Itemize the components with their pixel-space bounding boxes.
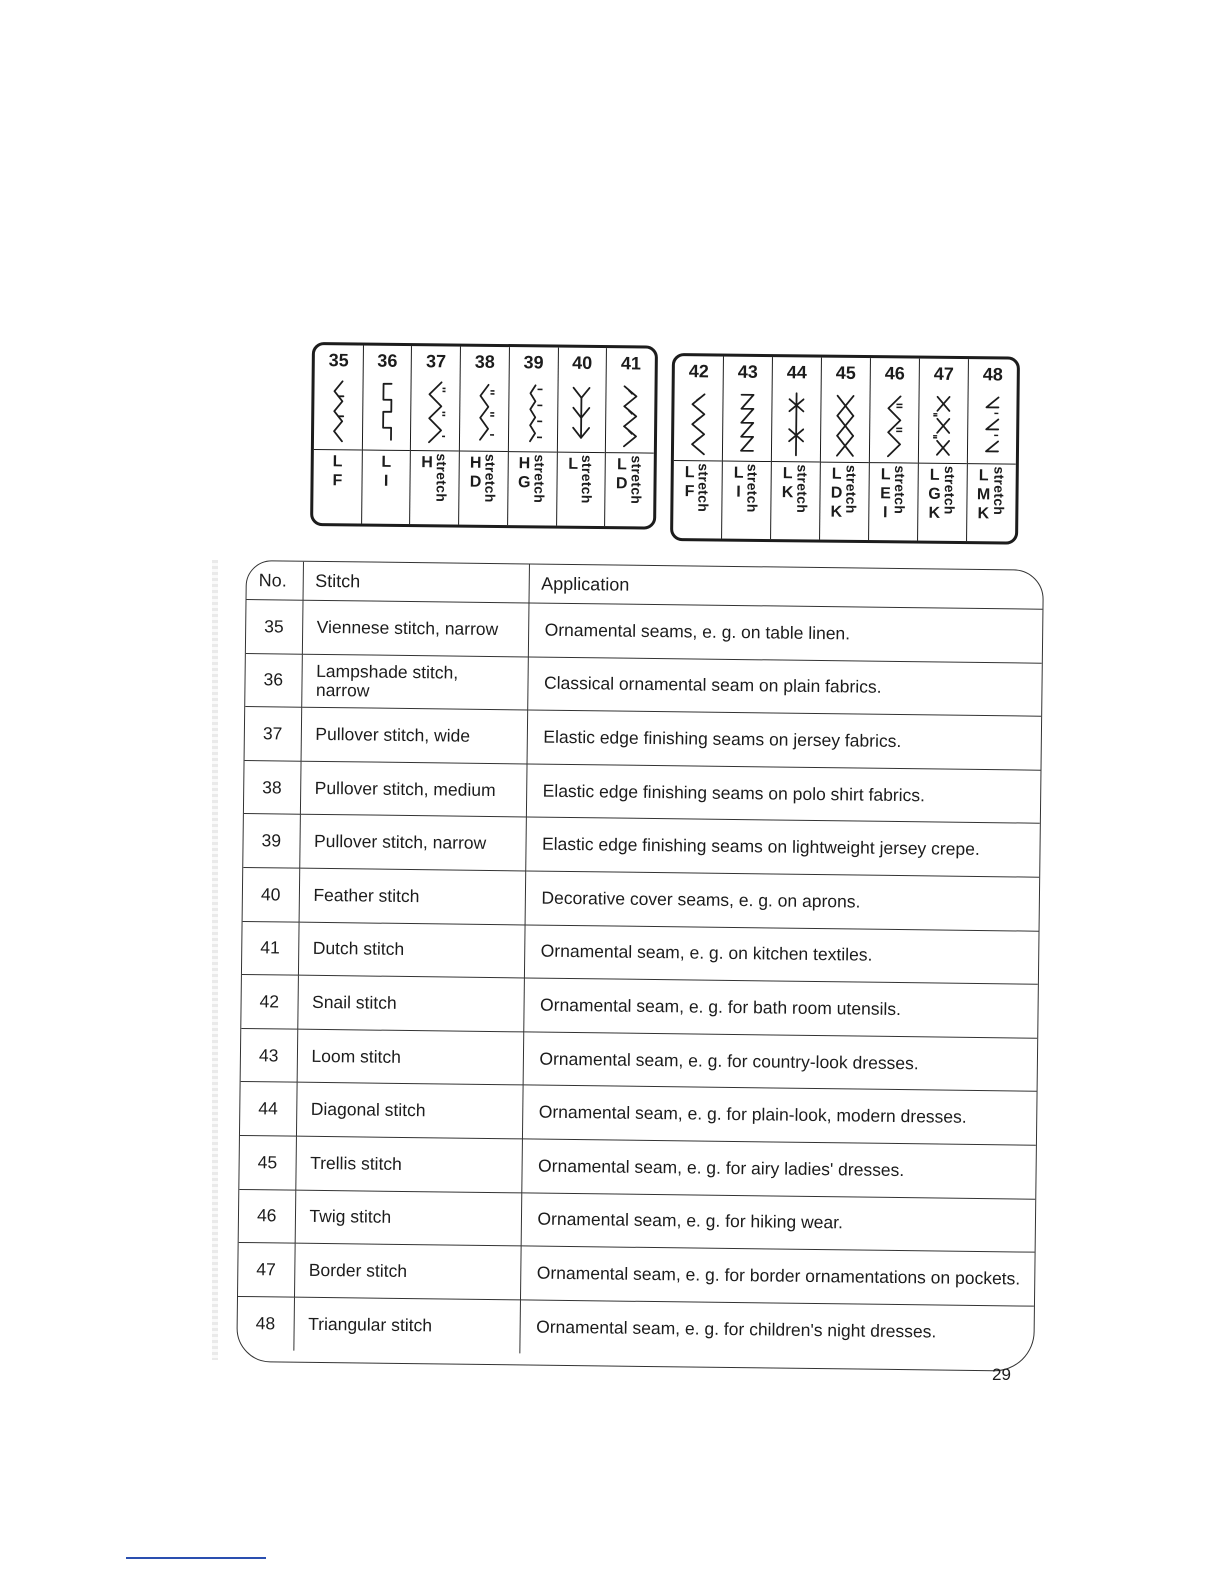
stretch-label: stretch [744,463,761,513]
stitch-column-44 [771,357,822,540]
row-application: Elastic edge finishing seams on polo shirt fabrics. [526,764,1041,824]
stretch-label: stretch [843,464,860,514]
header-no: No. [247,561,303,600]
stitch-number: 43 [737,361,758,382]
stitch-setting [967,464,1016,541]
row-number: 40 [243,867,300,921]
row-application: Ornamental seams, e. g. on table linen. [528,603,1043,663]
row-application: Ornamental seam, e. g. on kitchen textiles. [524,924,1039,984]
table-row [242,921,1039,984]
stitch-table [236,560,1044,1372]
stretch-label: stretch [794,464,811,514]
setting-letter: L [782,465,793,483]
row-stitch: Border stitch [294,1243,521,1299]
setting-letters [830,465,842,522]
stitch-column-37 [411,346,462,525]
stitch-number: 37 [425,350,447,371]
stitch-setting [918,464,967,541]
table-row [239,1189,1036,1252]
stitch-setting [411,451,459,524]
setting-letter: H [469,454,482,472]
stitch-panel-42-48 [670,353,1020,545]
setting-letters [734,464,744,502]
stitch-column-39 [508,347,559,526]
row-stitch: Viennese stitch, narrow [302,600,529,656]
loom-stitch-icon [723,387,772,462]
snail-stitch-icon [674,386,723,461]
row-stitch: Snail stitch [297,975,524,1031]
row-number: 38 [244,760,301,814]
pullover-medium-stitch-icon [460,377,509,452]
setting-letter: L [880,466,891,484]
setting-letter: M [976,486,991,504]
table-row [245,707,1042,770]
row-number: 45 [239,1135,296,1189]
stitch-setting [771,462,820,539]
setting-letters [381,453,391,491]
dutch-stitch-icon [606,378,655,453]
row-stitch: Loom stitch [297,1029,524,1085]
row-number: 39 [243,814,300,868]
row-stitch: Pullover stitch, wide [301,707,528,763]
table-row [245,653,1042,716]
table-row [239,1135,1036,1198]
stitch-number: 35 [328,349,349,370]
stitch-number: 38 [474,351,495,372]
stretch-label: stretch [941,465,959,515]
stitch-setting [508,452,556,525]
row-application: Ornamental seam, e. g. for children's night dresses. [519,1300,1034,1360]
row-application: Elastic edge finishing seams on lightweight jersey crepe. [525,817,1040,877]
row-application: Decorative cover seams, e. g. on aprons. [525,871,1040,931]
stitch-setting [869,463,918,540]
row-stitch: Twig stitch [295,1190,522,1246]
viennese-stitch-icon [314,375,363,450]
row-stitch: Lampshade stitch, narrow [301,654,528,710]
setting-letter: L [978,467,989,485]
header-application: Application [528,564,1042,609]
stretch-label: stretch [433,453,450,503]
trellis-stitch-icon [821,388,870,463]
stitch-setting [362,451,410,524]
setting-letter: G [928,485,941,503]
setting-letter: D [615,475,628,493]
stitch-number: 47 [933,363,954,384]
row-stitch: Diagonal stitch [296,1083,523,1139]
setting-letter: I [383,472,389,490]
stitch-number: 44 [786,361,807,382]
row-application: Ornamental seam, e. g. for bath room utensils. [523,978,1038,1038]
setting-letter: H [421,454,433,472]
row-number: 43 [241,1028,298,1082]
table-row [238,1243,1035,1306]
stitch-number: 39 [523,351,544,372]
stretch-label: stretch [482,453,499,503]
setting-letter: D [469,473,482,491]
stitch-column-35 [313,345,364,524]
stitch-panel-35-41 [310,342,658,530]
setting-letter: H [518,455,531,473]
setting-letter: L [568,455,579,473]
setting-letter: F [332,472,343,490]
stitch-number: 48 [982,363,1003,384]
stitch-number: 45 [835,362,856,383]
row-application: Classical ornamental seam on plain fabrics. [527,657,1042,717]
page-number: 29 [992,1365,1011,1384]
row-number: 47 [238,1243,295,1297]
stitch-setting [557,453,605,526]
row-stitch: Trellis stitch [295,1136,522,1192]
setting-letter: K [781,484,794,502]
footer-rule [126,1557,266,1559]
table-row [241,975,1038,1038]
row-application: Ornamental seam, e. g. for plain-look, modern dresses. [522,1085,1037,1145]
stitch-number: 46 [884,362,905,383]
border-stitch-icon [919,389,968,464]
stretch-label: stretch [628,455,645,505]
pullover-wide-stitch-icon [411,376,460,451]
row-number: 35 [246,600,303,654]
stitch-column-40 [557,348,608,527]
setting-letters [332,452,342,490]
setting-letter: L [684,464,695,482]
setting-letter: E [880,485,891,503]
stitch-column-43 [722,357,773,540]
row-number: 44 [240,1082,297,1136]
setting-letter: L [616,456,627,474]
row-stitch: Dutch stitch [298,922,525,978]
row-number: 42 [241,975,298,1029]
table-row [246,600,1043,663]
stretch-label: stretch [695,463,712,513]
stitch-setting [722,462,771,539]
stitch-column-47 [918,359,969,542]
setting-letter: L [332,453,343,471]
stitch-column-42 [673,356,724,539]
twig-stitch-icon [870,388,919,463]
row-number: 41 [242,921,299,975]
stitch-number: 42 [688,360,709,381]
setting-letter: I [883,504,888,522]
setting-letters [421,453,433,472]
scan-edge-shadow [212,560,218,1360]
setting-letter: L [831,465,842,483]
stitch-setting [673,461,722,538]
stitch-column-38 [459,347,510,526]
pullover-narrow-stitch-icon [509,377,558,452]
row-number: 46 [239,1189,296,1243]
stitch-number: 40 [572,352,593,373]
row-application: Ornamental seam, e. g. for border ornamentations on pockets. [520,1246,1035,1306]
setting-letters [782,464,794,502]
table-row [237,1296,1034,1359]
setting-letter: I [736,483,741,501]
setting-letters [880,465,891,522]
stretch-label: stretch [990,466,1008,516]
row-stitch: Feather stitch [299,868,526,924]
table-row [241,1028,1038,1091]
setting-letters [928,466,941,523]
stitch-setting [820,463,869,540]
stitch-column-46 [869,358,920,541]
diagonal-stitch-icon [772,387,821,462]
row-number: 48 [237,1296,294,1350]
table-row [240,1082,1037,1145]
table-row [243,814,1040,877]
row-number: 37 [245,707,302,761]
row-stitch: Triangular stitch [293,1297,520,1353]
setting-letters [568,455,578,474]
setting-letter: D [830,484,843,502]
setting-letter: L [733,464,744,482]
setting-letter: F [684,483,695,501]
feather-stitch-icon [557,378,606,453]
header-stitch: Stitch [303,562,529,603]
setting-letter: K [830,503,843,521]
row-number: 36 [245,653,302,707]
stitch-setting [459,452,507,525]
stitch-setting [605,453,653,526]
row-stitch: Pullover stitch, narrow [299,815,526,871]
row-stitch: Pullover stitch, medium [300,761,527,817]
setting-letters [518,454,531,492]
stitch-setting [313,450,361,523]
stitch-number: 41 [620,352,642,373]
stitch-column-36 [362,346,413,525]
setting-letters [977,466,991,523]
stitch-column-45 [820,358,871,541]
row-application: Ornamental seam, e. g. for hiking wear. [521,1192,1036,1252]
stitch-column-41 [605,348,655,526]
setting-letters [616,455,628,493]
row-application: Elastic edge finishing seams on jersey fabrics. [527,710,1042,770]
stretch-label: stretch [578,454,596,504]
triangular-stitch-icon [968,389,1017,464]
table-row [243,867,1040,930]
stretch-label: stretch [891,465,909,515]
lampshade-stitch-icon [363,376,412,451]
row-application: Ornamental seam, e. g. for country-look dresses. [523,1032,1038,1092]
setting-letter: L [381,453,392,471]
row-application: Ornamental seam, e. g. for airy ladies' dresses. [521,1139,1036,1199]
setting-letters [470,454,482,492]
setting-letters [685,463,695,501]
setting-letter: K [928,504,941,522]
setting-letter: K [977,505,990,523]
table-row [244,760,1041,823]
stitch-number: 36 [377,350,398,371]
setting-letter: L [929,466,940,484]
setting-letter: G [517,474,531,492]
stitch-column-48 [967,359,1017,541]
stretch-label: stretch [531,454,548,504]
